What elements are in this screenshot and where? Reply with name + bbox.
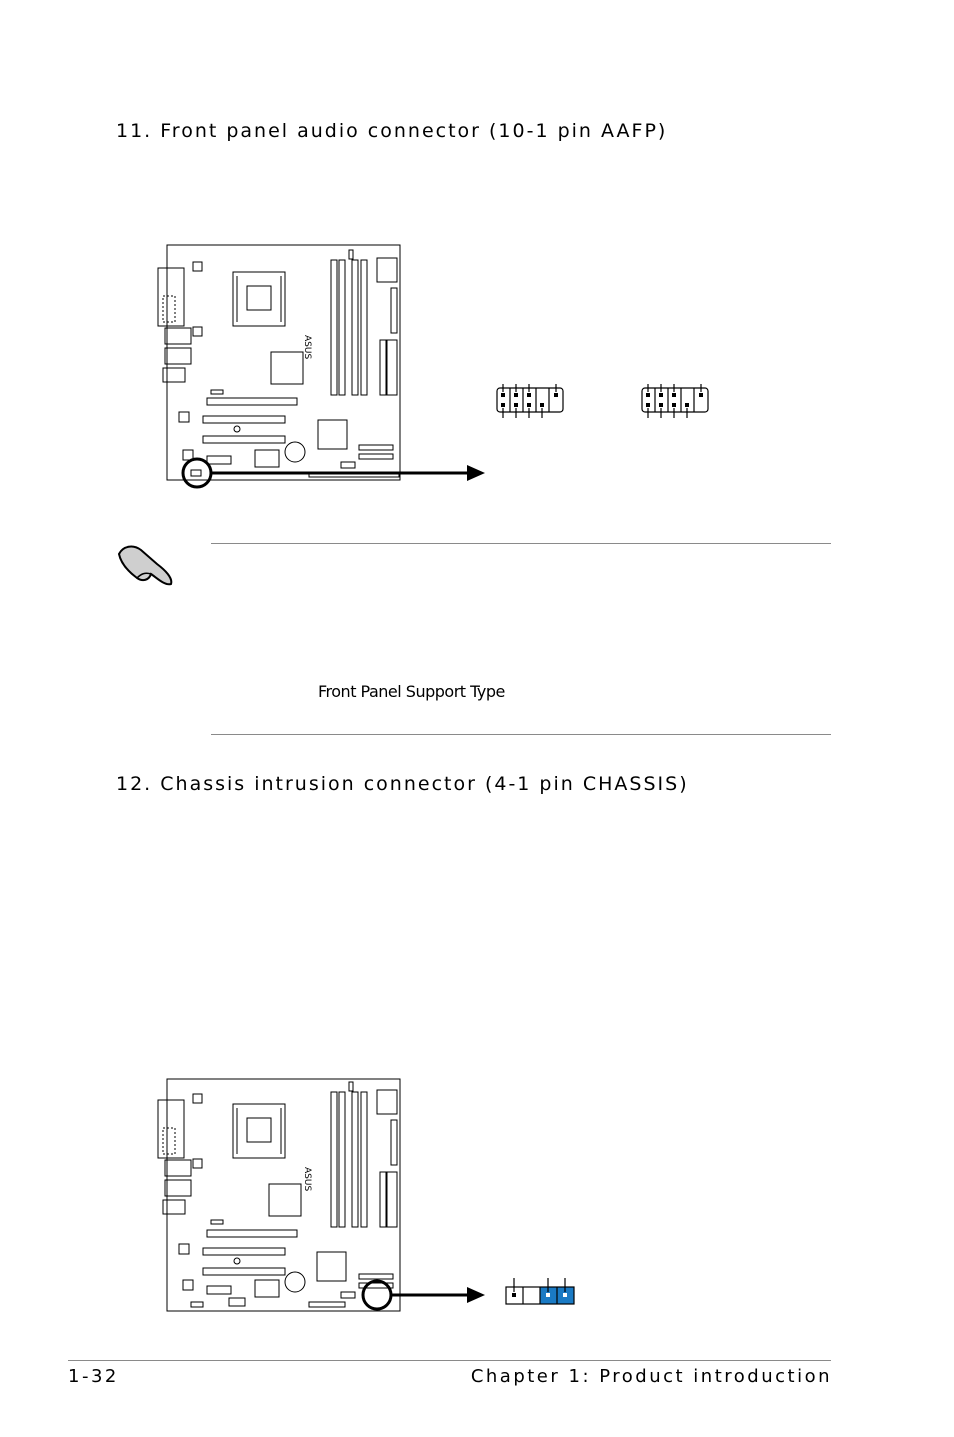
front-panel-support-type-label: Front Panel Support Type [318, 682, 505, 701]
note-bottom-rule [211, 734, 831, 735]
hand-pointing-icon [115, 540, 177, 588]
chapter-title: Chapter 1: Product introduction [470, 1366, 832, 1387]
motherboard-layout-diagram-chassis [155, 1074, 415, 1319]
page-number: 1-32 [68, 1366, 119, 1387]
motherboard-layout-diagram-aafp [155, 240, 415, 495]
chassis-pin-diagram [500, 1272, 590, 1312]
svg-text:ASUS: ASUS [302, 1167, 312, 1192]
section-12-heading: 12. Chassis intrusion connector (4-1 pin CHASSIS) [116, 773, 689, 795]
svg-text:ASUS: ASUS [302, 335, 312, 360]
footer-rule [68, 1360, 831, 1361]
aafp-pin-diagrams [490, 380, 720, 425]
note-top-rule [211, 543, 831, 544]
section-11-heading: 11. Front panel audio connector (10-1 pin AAFP) [116, 120, 668, 142]
